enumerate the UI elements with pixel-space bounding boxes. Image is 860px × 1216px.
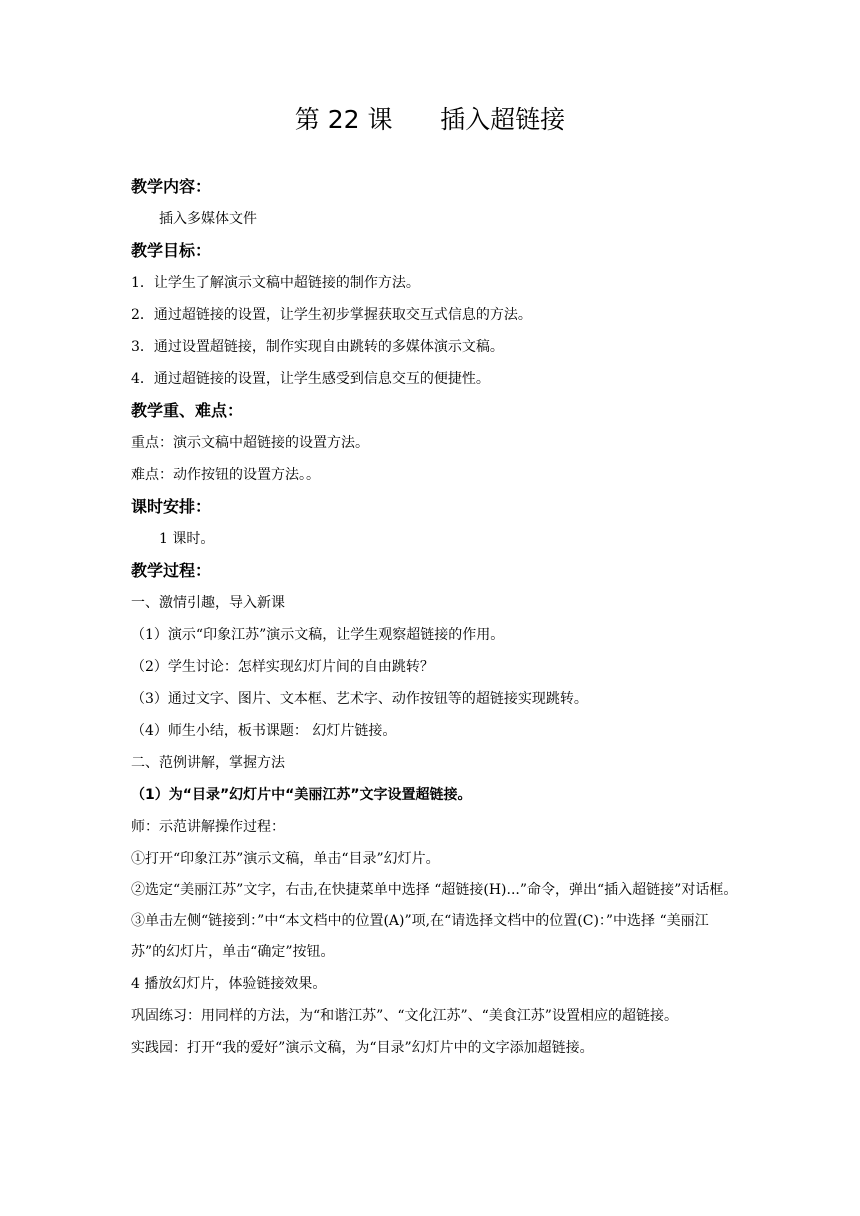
key-point: 难点：动作按钮的设置方法。。 [131, 467, 320, 483]
section-heading-content: 教学内容： [131, 177, 212, 196]
step-item: 实践园：打开“我的爱好”演示文稿，为“目录”幻灯片中的文字添加超链接。 [131, 1040, 594, 1056]
step-item: 巩固练习：用同样的方法，为“和谐江苏”、“文化江苏”、“美食江苏”设置相应的超链接。 [131, 1008, 678, 1024]
process-item: 一、激情引趣，导入新课 [131, 595, 285, 611]
page-title: 第 22 课 插入超链接 [294, 105, 566, 134]
section-heading-time: 课时安排： [131, 497, 212, 516]
step-item: ①打开“印象江苏”演示文稿，单击“目录”幻灯片。 [131, 851, 440, 867]
goal-item: 1．让学生了解演示文稿中超链接的制作方法。 [131, 275, 420, 291]
process-item: 二、范例讲解，掌握方法 [131, 755, 285, 771]
step-item: ②选定“美丽江苏”文字，右击,在快捷菜单中选择 “超链接(H)...”命令，弹出“插入超链接”对话框。 [131, 882, 738, 898]
process-item: （2）学生讨论：怎样实现幻灯片间的自由跳转？ [131, 659, 434, 675]
step-item: 4 播放幻灯片，体验链接效果。 [131, 976, 327, 992]
key-point: 重点：演示文稿中超链接的设置方法。 [131, 435, 369, 451]
section-heading-key-points: 教学重、难点： [131, 401, 244, 420]
example-heading: （1）为“目录”幻灯片中“美丽江苏”文字设置超链接。 [131, 787, 472, 803]
section-heading-goals: 教学目标： [131, 241, 212, 260]
goal-item: 4．通过超链接的设置，让学生感受到信息交互的便捷性。 [131, 371, 490, 387]
time-text: 1 课时。 [159, 531, 215, 547]
process-item: （3）通过文字、图片、文本框、艺术字、动作按钮等的超链接实现跳转。 [131, 691, 588, 707]
goal-item: 2．通过超链接的设置，让学生初步掌握获取交互式信息的方法。 [131, 307, 532, 323]
section-heading-process: 教学过程： [131, 561, 212, 580]
document-body [131, 171, 741, 1064]
goal-item: 3．通过设置超链接，制作实现自由跳转的多媒体演示文稿。 [131, 339, 504, 355]
process-item: （1）演示“印象江苏”演示文稿，让学生观察超链接的作用。 [131, 627, 505, 643]
step-item: ③单击左侧“链接到：”中“本文档中的位置(A)”项,在“请选择文档中的位置(C)：”中选择 “美丽江苏”的幻灯片，单击“确定”按钮。 [131, 913, 709, 960]
step-item: 师：示范讲解操作过程： [131, 819, 285, 835]
content-text: 插入多媒体文件 [159, 211, 257, 227]
process-item: （4）师生小结，板书课题： 幻灯片链接。 [131, 723, 397, 739]
